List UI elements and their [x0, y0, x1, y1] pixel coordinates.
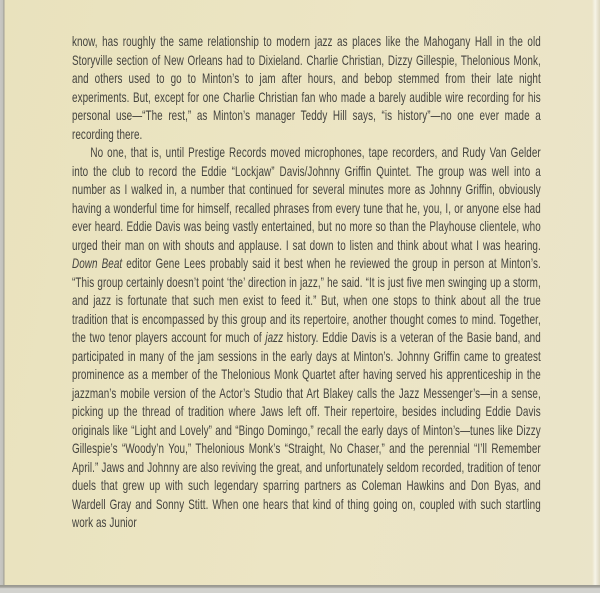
italic-publication-down-beat: Down Beat: [72, 255, 123, 271]
text-run-3: history. Eddie Davis is a veteran of the Basie band, and participated in many of the jam sessions in the early days at Minton’s. Johnny Griffin came to greatest prominence as a member of the Thelonious Monk Quartet after having served his apprenticeship in the jazzman’s mobile version of the Actor’s Studio that Art Blakey calls the Jazz Messenger’s—in a sense, picking up the thread of tradition where Jaws left off. Their repertoire, besides including Eddie Davis originals like “Light and Lovely” and “Bingo Domingo,” recall the early days of Minton’s—tunes like Dizzy Gillespie’s “Woody’n You,” Thelonious Monk’s “Straight, No Chaser,” and the perennial “I’ll Remember April.” Jaws and Johnny are also reviving the great, and unfortunately seldom recorded, tradition of tenor duels that grew up with such legendary sparring partners as Coleman Hawkins and Don Byas, and Wardell Gray and Sonny Stitt. When one hears that kind of thing going on, coupled with such startling work as Junior: [72, 329, 541, 530]
paragraph: know, has roughly the same relationship to modern jazz as places like the Mahogany Hall in the old Storyville section of New Orleans had to Dixieland. Charlie Christian, Dizzy Gillespie, Thelonious Monk, and others used to go to Minton’s to jam after hours, and bebop stemmed from their late night experiments. But, except for one Charlie Christian fan who made a barely audible wire recording for his personal use—“The rest,” as Minton’s manager Teddy Hill says, “is history”—no one ever made a recording there.: [72, 33, 541, 142]
page-left-edge: [0, 0, 5, 593]
page-bottom-edge: [0, 585, 600, 593]
paragraph: [72, 143, 541, 532]
text-run-1: No one, that is, until Prestige Records moved microphones, tape recorders, and Rudy Van Gelder into the club to record the Eddie “Lockjaw” Davis/Johnny Griffin Quintet. The group was well into a number as I walked in, a number that continued for several minutes more as Johnny Griffin, obviously having a wonderful time for himself, recalled phrases from every tune that he, you, I, or anyone else had ever heard. Eddie Davis was being vastly entertained, but no more so than the Playhouse clientele, who urged their man on with shouts and applause. I sat down to listen and think about what I was hearing.: [72, 144, 541, 253]
liner-notes-text: [72, 32, 541, 532]
page-right-edge: [592, 0, 600, 593]
italic-word-jazz: jazz: [265, 329, 284, 345]
text-run-2: editor Gene Lees probably said it best when he reviewed the group in person at Minton’s. “This group certainly doesn’t point ‘the’ direction in jazz,” he said. “It is just five men swinging up a storm, and jazz is fortunate that such men exist to feed it.” But, when one stops to think about all the true tradition that is encompassed by this group and its repertoire, another thought comes to mind. Together, the two tenor players account for much of: [72, 255, 541, 345]
